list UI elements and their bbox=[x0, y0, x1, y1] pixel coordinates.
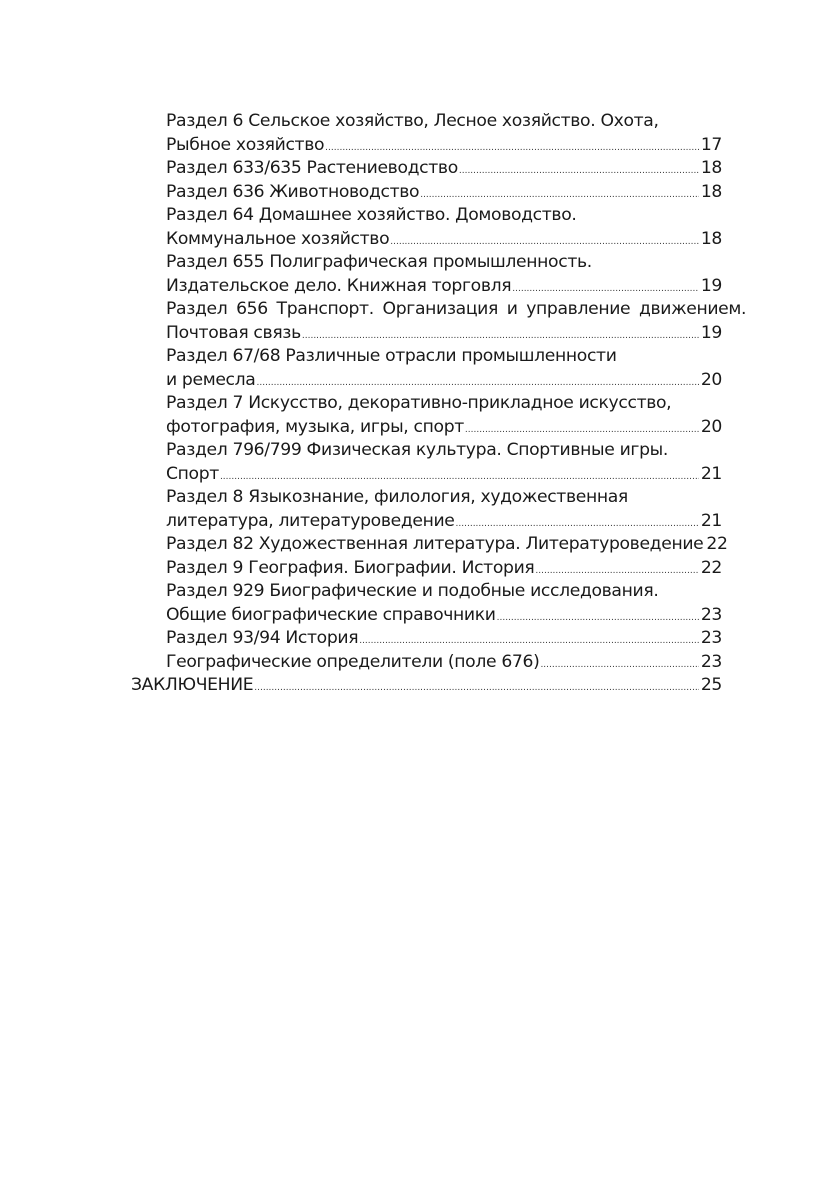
page-number: 21 bbox=[700, 510, 722, 531]
toc-entry-last-line bbox=[166, 510, 722, 534]
page-number: 23 bbox=[700, 651, 722, 672]
toc-entry[interactable] bbox=[166, 392, 722, 439]
toc-entry-title: Издательское дело. Книжная торговля bbox=[166, 275, 512, 296]
toc-entry-last-line bbox=[166, 533, 728, 557]
toc-entry[interactable] bbox=[166, 580, 722, 627]
toc-entry[interactable] bbox=[166, 345, 722, 392]
toc-entry-last-line bbox=[166, 181, 722, 205]
toc-entry-title: Общие биографические справочники bbox=[166, 604, 496, 625]
toc-entry-title: Почтовая связь bbox=[166, 322, 301, 343]
toc-entry[interactable] bbox=[166, 486, 722, 533]
page-number: 20 bbox=[700, 416, 722, 437]
toc-entry-title: и ремесла bbox=[166, 369, 256, 390]
toc-entry-title: Географические определители (поле 676) bbox=[166, 651, 540, 672]
page-number: 25 bbox=[700, 675, 722, 695]
toc-entry-last-line bbox=[166, 157, 722, 181]
table-of-contents bbox=[0, 110, 839, 698]
page-number: 17 bbox=[700, 134, 722, 155]
toc-entry-last-line bbox=[131, 674, 722, 698]
toc-entry-last-line bbox=[166, 228, 722, 252]
toc-entry-last-line bbox=[166, 651, 722, 675]
toc-entry-last-line bbox=[166, 463, 722, 487]
toc-entry-title-line: Раздел 64 Домашнее хозяйство. Домоводство. bbox=[166, 205, 577, 225]
toc-entry-title-line: Раздел 796/799 Физическая культура. Спортивные игры. bbox=[166, 440, 668, 460]
page-number: 22 bbox=[706, 534, 728, 554]
toc-entry-title: Раздел 9 География. Биографии. История bbox=[166, 557, 535, 578]
page-number: 19 bbox=[700, 275, 722, 296]
toc-entry[interactable] bbox=[166, 557, 722, 581]
toc-entry-title-line: Раздел 8 Языкознание, филология, художественная bbox=[166, 487, 628, 507]
toc-entry[interactable] bbox=[166, 110, 722, 157]
toc-entry[interactable] bbox=[166, 533, 728, 557]
toc-entry-title-line: Раздел 655 Полиграфическая промышленность. bbox=[166, 252, 592, 272]
toc-entry[interactable] bbox=[166, 251, 722, 298]
toc-entry-title: литература, литературоведение bbox=[166, 510, 455, 531]
toc-entry-title: Раздел 93/94 История bbox=[166, 628, 359, 648]
page-number: 22 bbox=[700, 557, 722, 578]
page-number: 20 bbox=[700, 369, 722, 390]
toc-entry[interactable] bbox=[166, 204, 722, 251]
toc-entry-title: Коммунальное хозяйство bbox=[166, 228, 390, 249]
toc-entry-last-line bbox=[166, 416, 722, 440]
toc-entry-last-line bbox=[166, 275, 722, 299]
toc-entry-last-line bbox=[166, 369, 722, 393]
page-number: 19 bbox=[700, 322, 722, 343]
toc-entry-title: Раздел 633/635 Растениеводство bbox=[166, 158, 458, 178]
toc-entry-title: Спорт bbox=[166, 463, 219, 484]
toc-entry-title-line: Раздел 656 Транспорт. Организация и управление движением. bbox=[166, 299, 747, 319]
toc-entry[interactable] bbox=[166, 651, 722, 675]
page-number: 21 bbox=[700, 463, 722, 484]
page-number: 18 bbox=[700, 181, 722, 202]
toc-entry[interactable] bbox=[166, 298, 747, 345]
dot-leader bbox=[254, 677, 699, 701]
toc-entry-title: Рыбное хозяйство bbox=[166, 134, 325, 155]
toc-entry[interactable] bbox=[166, 157, 722, 181]
toc-entry[interactable] bbox=[166, 439, 722, 486]
toc-entry-title: Раздел 636 Животноводство bbox=[166, 181, 420, 202]
toc-entry-title: ЗАКЛЮЧЕНИЕ bbox=[131, 675, 254, 695]
toc-entry-title-line: Раздел 929 Биографические и подобные исследования. bbox=[166, 581, 659, 601]
toc-entry-last-line bbox=[166, 557, 722, 581]
toc-entry-last-line bbox=[166, 604, 722, 628]
toc-entry-title: Раздел 82 Художественная литература. Литературоведение bbox=[166, 534, 704, 554]
toc-entry-title-line: Раздел 67/68 Различные отрасли промышленности bbox=[166, 346, 617, 366]
toc-entry-last-line bbox=[166, 627, 722, 651]
page-number: 18 bbox=[700, 158, 722, 178]
toc-entry[interactable] bbox=[166, 181, 722, 205]
toc-entry-title-line: Раздел 7 Искусство, декоративно-прикладное искусство, bbox=[166, 393, 672, 413]
page-number: 23 bbox=[700, 604, 722, 625]
page-number: 18 bbox=[700, 228, 722, 249]
toc-entry-last-line bbox=[166, 322, 722, 346]
toc-entry-title: фотография, музыка, игры, спорт bbox=[166, 416, 464, 437]
toc-entry[interactable] bbox=[166, 627, 722, 651]
toc-entry-title-line: Раздел 6 Сельское хозяйство, Лесное хозяйство. Охота, bbox=[166, 111, 659, 131]
toc-entry-last-line bbox=[166, 134, 722, 158]
page-number: 23 bbox=[700, 628, 722, 648]
toc-entry[interactable] bbox=[131, 674, 722, 698]
